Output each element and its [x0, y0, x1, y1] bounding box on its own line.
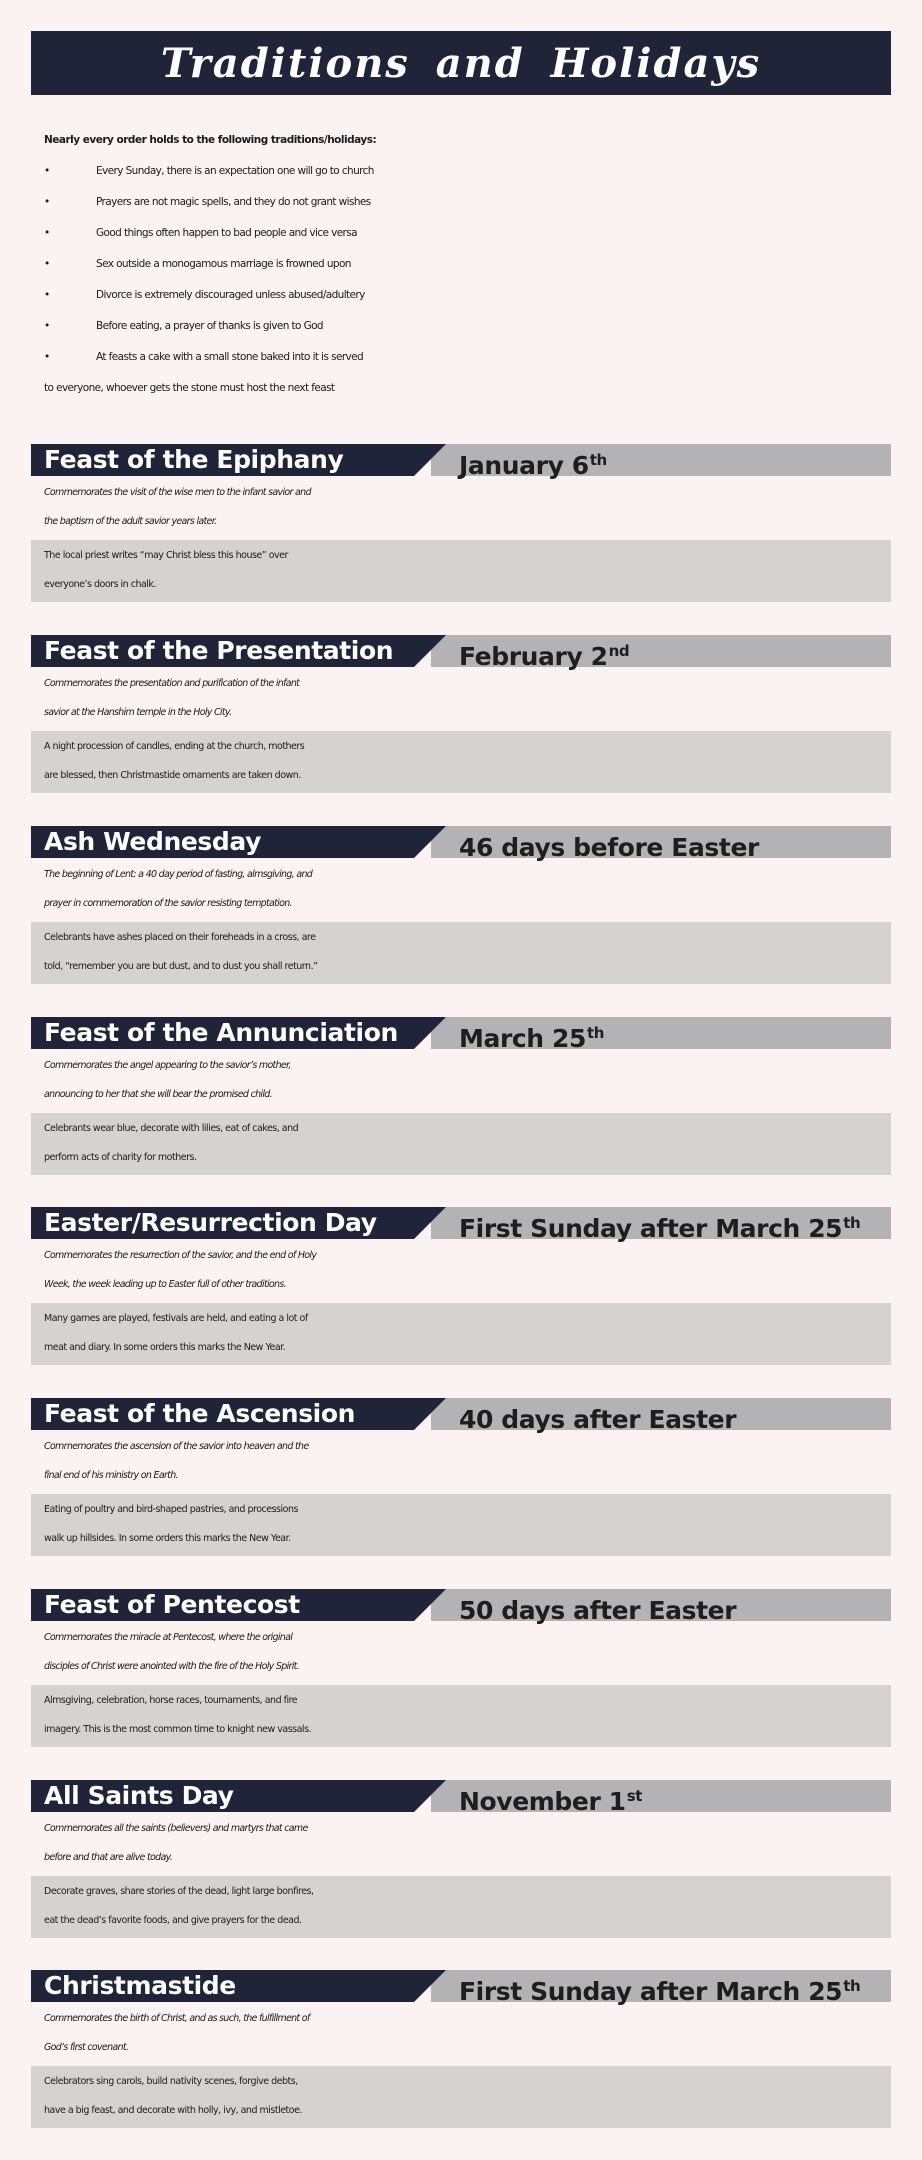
- feast-date: [459, 1017, 604, 1055]
- feast-name: Feast of the Ascension: [44, 1399, 356, 1428]
- feast-description: [44, 1241, 891, 1299]
- feast-description: [44, 669, 891, 727]
- tradition-item: [44, 280, 904, 311]
- bullet-icon: •: [44, 227, 50, 239]
- traditions-list: [44, 156, 904, 373]
- feast-name: Feast of the Annunciation: [44, 1018, 398, 1047]
- feast-customs: [31, 1685, 891, 1747]
- feast-customs: [31, 2066, 891, 2128]
- feast-header: [31, 1589, 891, 1625]
- tradition-text: Sex outside a monogamous marriage is frowned upon: [96, 258, 351, 270]
- tradition-item: [44, 156, 904, 187]
- feast-customs: [31, 731, 891, 793]
- feast-ascension: [31, 1398, 891, 1556]
- date-text: 50 days after Easter: [459, 1596, 737, 1625]
- bullet-icon: •: [44, 320, 50, 332]
- feast-description: [44, 1814, 891, 1872]
- customs-line: eat the dead’s favorite foods, and give prayers for the dead.: [44, 1915, 302, 1926]
- intro-section: [44, 125, 904, 404]
- tradition-item: [44, 187, 904, 218]
- feast-description: [44, 1623, 891, 1681]
- date-text: February 2: [459, 642, 608, 671]
- bullet-icon: •: [44, 351, 50, 363]
- description-line: Commemorates the ascension of the savior into heaven and the: [44, 1441, 309, 1452]
- description-line: Commemorates the presentation and purification of the infant: [44, 678, 300, 689]
- date-text: First Sunday after March 25: [459, 1977, 843, 2006]
- feast-description: [44, 1432, 891, 1490]
- feast-easter: [31, 1207, 891, 1365]
- tradition-text: Divorce is extremely discouraged unless abused/adultery: [96, 289, 365, 301]
- customs-line: Many games are played, festivals are held, and eating a lot of: [44, 1313, 308, 1324]
- feast-customs: [31, 1494, 891, 1556]
- description-line: Week, the week leading up to Easter full of other traditions.: [44, 1279, 286, 1290]
- date-text: 40 days after Easter: [459, 1405, 737, 1434]
- title-banner: [31, 31, 891, 95]
- bullet-icon: •: [44, 165, 50, 177]
- feast-header: [31, 1207, 891, 1243]
- description-line: Commemorates the miracle at Pentecost, where the original: [44, 1632, 293, 1643]
- description-line: Commemorates the birth of Christ, and as such, the fulfillment of: [44, 2013, 310, 2024]
- feast-date: [459, 635, 629, 673]
- feast-name: Easter/Resurrection Day: [44, 1208, 377, 1237]
- customs-line: have a big feast, and decorate with holly, ivy, and mistletoe.: [44, 2105, 302, 2116]
- bullet-icon: •: [44, 258, 50, 270]
- feast-ash-wednesday: [31, 826, 891, 984]
- feast-description: [44, 1051, 891, 1109]
- description-line: savior at the Hanshim temple in the Holy City.: [44, 707, 232, 718]
- tradition-continuation: to everyone, whoever gets the stone must host the next feast: [44, 382, 335, 394]
- customs-line: perform acts of charity for mothers.: [44, 1152, 197, 1163]
- date-text: 46 days before Easter: [459, 833, 759, 862]
- feast-customs: [31, 540, 891, 602]
- feast-description: [44, 860, 891, 918]
- date-ordinal: th: [589, 451, 607, 469]
- description-line: Commemorates all the saints (believers) and martyrs that came: [44, 1823, 308, 1834]
- feast-all-saints: [31, 1780, 891, 1938]
- date-ordinal: st: [626, 1787, 642, 1805]
- description-line: disciples of Christ were anointed with the fire of the Holy Spirit.: [44, 1661, 300, 1672]
- date-text: March 25: [459, 1024, 586, 1053]
- tradition-text: Every Sunday, there is an expectation one will go to church: [96, 165, 374, 177]
- description-line: Commemorates the resurrection of the savior, and the end of Holy: [44, 1250, 317, 1261]
- feast-header: [31, 1017, 891, 1053]
- customs-line: A night procession of candles, ending at the church, mothers: [44, 741, 305, 752]
- feast-customs: [31, 1876, 891, 1938]
- feast-date: [459, 1970, 860, 2008]
- feast-epiphany: [31, 444, 891, 602]
- customs-line: walk up hillsides. In some orders this marks the New Year.: [44, 1533, 291, 1544]
- feast-date: [459, 444, 607, 482]
- feast-pentecost: [31, 1589, 891, 1747]
- tradition-text: Good things often happen to bad people and vice versa: [96, 227, 357, 239]
- page-title: Traditions and Holidays: [160, 39, 762, 87]
- description-line: the baptism of the adult savior years later.: [44, 516, 217, 527]
- description-line: Commemorates the visit of the wise men to the infant savior and: [44, 487, 311, 498]
- description-line: God’s first covenant.: [44, 2042, 129, 2053]
- feast-name: Feast of the Epiphany: [44, 445, 344, 474]
- feast-name: All Saints Day: [44, 1781, 234, 1810]
- customs-line: The local priest writes “may Christ bless this house” over: [44, 550, 288, 561]
- feast-name: Ash Wednesday: [44, 827, 261, 856]
- feast-christmastide: [31, 1970, 891, 2128]
- date-ordinal: th: [843, 1977, 861, 1995]
- feast-date: [459, 1398, 737, 1436]
- customs-line: Eating of poultry and bird-shaped pastries, and processions: [44, 1504, 298, 1515]
- feast-description: [44, 478, 891, 536]
- description-line: Commemorates the angel appearing to the savior’s mother,: [44, 1060, 291, 1071]
- customs-line: Decorate graves, share stories of the dead, light large bonfires,: [44, 1886, 314, 1897]
- customs-line: are blessed, then Christmastide ornaments are taken down.: [44, 770, 301, 781]
- tradition-text: Prayers are not magic spells, and they do not grant wishes: [96, 196, 371, 208]
- tradition-item: [44, 249, 904, 280]
- feast-name: Christmastide: [44, 1971, 236, 2000]
- feast-presentation: [31, 635, 891, 793]
- feast-header: [31, 635, 891, 671]
- feast-header: [31, 1780, 891, 1816]
- customs-line: meat and diary. In some orders this marks the New Year.: [44, 1342, 286, 1353]
- tradition-item: [44, 342, 904, 373]
- feast-customs: [31, 1113, 891, 1175]
- feast-date: [459, 1589, 737, 1627]
- date-ordinal: th: [843, 1214, 861, 1232]
- tradition-text: Before eating, a prayer of thanks is given to God: [96, 320, 323, 332]
- description-line: The beginning of Lent: a 40 day period of fasting, almsgiving, and: [44, 869, 313, 880]
- feast-header: [31, 1398, 891, 1434]
- customs-line: told, “remember you are but dust, and to dust you shall return.”: [44, 961, 318, 972]
- feast-annunciation: [31, 1017, 891, 1175]
- bullet-icon: •: [44, 196, 50, 208]
- feast-header: [31, 444, 891, 480]
- feast-name: Feast of Pentecost: [44, 1590, 300, 1619]
- tradition-item: [44, 218, 904, 249]
- description-line: announcing to her that she will bear the promised child.: [44, 1089, 272, 1100]
- date-ordinal: nd: [608, 642, 630, 660]
- feast-date: [459, 1207, 860, 1245]
- customs-line: everyone’s doors in chalk.: [44, 579, 156, 590]
- customs-line: Celebrators sing carols, build nativity scenes, forgive debts,: [44, 2076, 298, 2087]
- date-text: First Sunday after March 25: [459, 1214, 843, 1243]
- customs-line: imagery. This is the most common time to knight new vassals.: [44, 1724, 312, 1735]
- feast-description: [44, 2004, 891, 2062]
- feast-name: Feast of the Presentation: [44, 636, 394, 665]
- feast-date: [459, 826, 760, 864]
- intro-heading: Nearly every order holds to the following traditions/holidays:: [44, 134, 377, 146]
- customs-line: Almsgiving, celebration, horse races, tournaments, and fire: [44, 1695, 298, 1706]
- feast-header: [31, 1970, 891, 2006]
- tradition-item: [44, 311, 904, 342]
- description-line: final end of his ministry on Earth.: [44, 1470, 178, 1481]
- customs-line: Celebrants wear blue, decorate with lilies, eat of cakes, and: [44, 1123, 299, 1134]
- description-line: prayer in commemoration of the savior resisting temptation.: [44, 898, 292, 909]
- customs-line: Celebrants have ashes placed on their foreheads in a cross, are: [44, 932, 316, 943]
- bullet-icon: •: [44, 289, 50, 301]
- tradition-text: At feasts a cake with a small stone baked into it is served: [96, 351, 364, 363]
- date-ordinal: th: [587, 1024, 605, 1042]
- feast-date: [459, 1780, 642, 1818]
- feast-header: [31, 826, 891, 862]
- description-line: before and that are alive today.: [44, 1852, 173, 1863]
- date-text: November 1: [459, 1787, 626, 1816]
- date-text: January 6: [459, 451, 589, 480]
- feast-customs: [31, 922, 891, 984]
- feast-customs: [31, 1303, 891, 1365]
